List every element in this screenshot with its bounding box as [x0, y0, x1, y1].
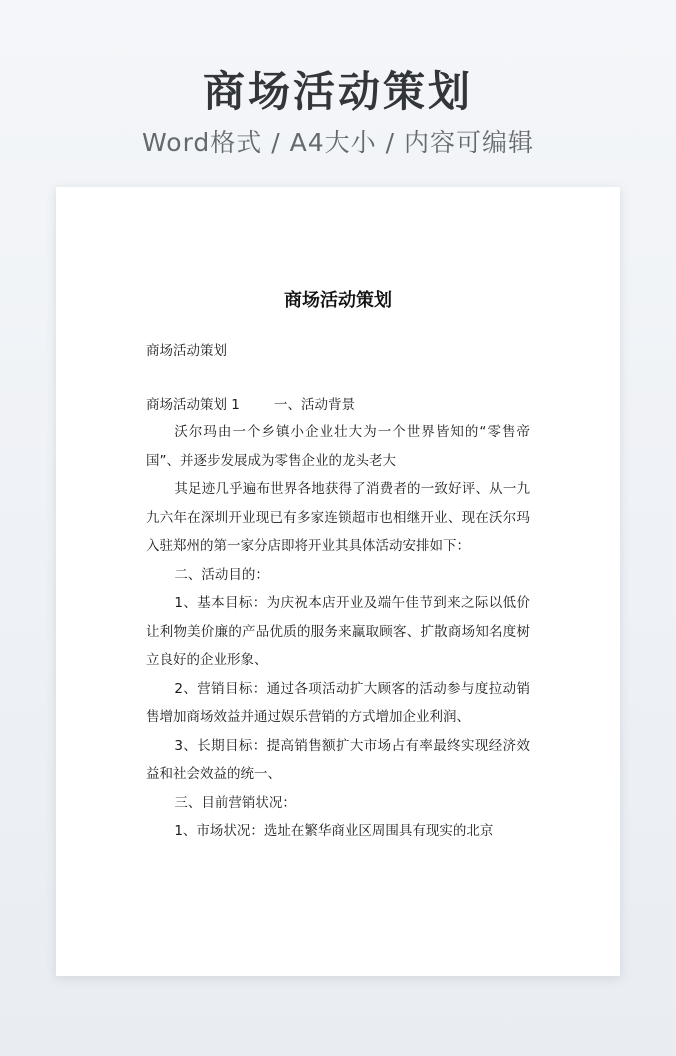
paragraph: 其足迹几乎遍布世界各地获得了消费者的一致好评、从一九九六年在深圳开业现已有多家连锁超市也相继开业、现在沃尔玛入驻郑州的第一家分店即将开业其具体活动安排如下：: [146, 481, 530, 554]
paragraph: 沃尔玛由一个乡镇小企业壮大为一个世界皆知的“零售帝国”、并逐步发展成为零售企业的龙头老大: [146, 424, 530, 469]
paragraph: 3、长期目标：提高销售额扩大市场占有率最终实现经济效益和社会效益的统一、: [146, 737, 530, 782]
paragraph-heading: 二、活动目的：: [174, 566, 269, 583]
banner-title: 商场活动策划: [202, 67, 473, 116]
paragraph: 2、营销目标：通过各项活动扩大顾客的活动参与度拉动销售增加商场效益并通过娱乐营销的方式增加企业利润、: [146, 680, 530, 725]
paragraph: 1、基本目标：为庆祝本店开业及端午佳节到来之际以低价让利物美价廉的产品优质的服务来赢取顾客、扩散商场知名度树立良好的企业形象、: [146, 595, 530, 668]
document-body: [146, 418, 530, 846]
section-line: [146, 395, 530, 415]
paragraph-heading: 三、目前营销状况：: [174, 794, 296, 811]
section-heading: 一、活动背景: [274, 397, 355, 413]
document-title: 商场活动策划: [284, 290, 392, 311]
paragraph: 1、市场状况：选址在繁华商业区周围具有现实的北京: [174, 823, 494, 839]
section-label: 商场活动策划 1: [146, 397, 240, 413]
document-subtitle: 商场活动策划: [146, 343, 227, 359]
banner-subtitle: Word格式 / A4大小 / 内容可编辑: [142, 128, 534, 157]
banner: [0, 62, 676, 160]
document-page: [56, 187, 620, 976]
